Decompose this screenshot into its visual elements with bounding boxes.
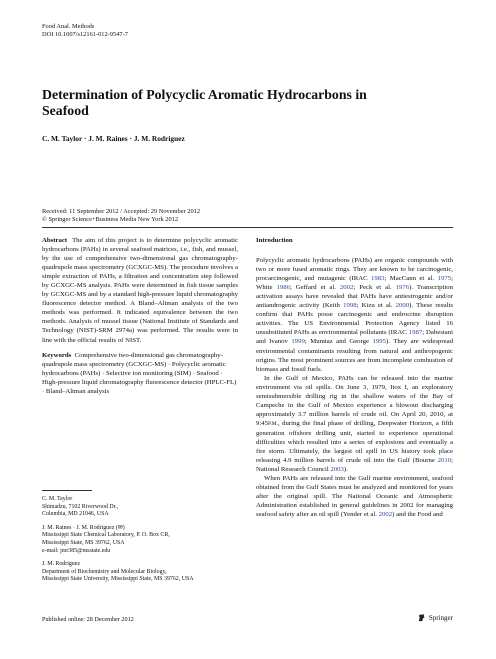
copyright-notice: © Springer Science+Business Media New York 2012 bbox=[42, 216, 179, 223]
text-run: ; Dabestani and Ivanov bbox=[256, 329, 453, 346]
springer-horse-icon bbox=[417, 613, 426, 622]
text-run: When PAHs are released into the Gulf marine environment, seafood obtained from the Gulf States must be analyzed and monitored for years after the original spill. The National Oceanic and Atmospheric Administration established in general guidelines in 2002 for managing seafood safety after an oil spill (Yender et al. bbox=[256, 475, 453, 519]
published-date: Published online: 28 December 2012 bbox=[42, 616, 134, 623]
text-run: ). They are widespread environmental contaminants resulting from natural and anthropogenic origins. The most prominent sources are from incomplete combustion of biomass and fossil fuels. bbox=[256, 338, 453, 373]
author-affiliations bbox=[42, 490, 242, 590]
received-accepted-dates: Received: 11 September 2012 / Accepted: 29 November 2012 bbox=[42, 208, 201, 215]
citation-link[interactable]: 2010 bbox=[437, 457, 452, 465]
right-column bbox=[256, 236, 453, 519]
text-run: In the Gulf of Mexico, PAHs can be released into the marine environment via oil spills. On June 3, 1979, Itox I, an exploratory semisubmersible drilling rig in the shallow waters of the Bay of Campeche in the Gulf of Mexico experience a blowout discharging approximately 3.7 million barrels of crude oil. On April 20, 2010, at 9:45 bbox=[256, 374, 453, 427]
author-list: C. M. Taylor · J. M. Raines · J. M. Rodriguez bbox=[42, 134, 185, 143]
citation-link[interactable]: 2002 bbox=[378, 511, 393, 519]
journal-header bbox=[42, 23, 128, 39]
affiliation-line: J. M. Rodriguez bbox=[42, 561, 80, 568]
text-run: ; Geffard et al. bbox=[289, 284, 340, 292]
citation-link[interactable]: 2003 bbox=[330, 466, 344, 474]
citation-link[interactable]: 1995 bbox=[372, 338, 386, 346]
abstract bbox=[42, 236, 238, 345]
keywords bbox=[42, 351, 238, 396]
affiliation-block bbox=[42, 496, 242, 519]
text-run: ). bbox=[343, 466, 348, 474]
affiliation-line: Department of Biochemistry and Molecular Biology, bbox=[42, 568, 167, 575]
citation-link[interactable]: 2002 bbox=[339, 284, 354, 292]
affiliation-block bbox=[42, 525, 242, 555]
affiliation-line: Columbia, MD 21046, USA bbox=[42, 511, 109, 518]
citation-link[interactable]: 1976 bbox=[395, 284, 410, 292]
citation-link[interactable]: 1987 bbox=[408, 329, 423, 337]
publisher-name: Springer bbox=[428, 613, 453, 622]
text-run: ; Mumtaz and George bbox=[304, 338, 373, 346]
affiliation-line: Mississippi State University, Mississippi State, MS 39762, USA bbox=[42, 576, 194, 583]
text-run: ; Kizu et al. bbox=[356, 302, 396, 310]
keywords-label: Keywords bbox=[42, 351, 72, 359]
citation-link[interactable]: 1983 bbox=[370, 275, 385, 283]
affiliation-line: Shimadzu, 7102 Riverwood Dr., bbox=[42, 503, 119, 510]
text-run: ; White bbox=[256, 275, 453, 292]
text-run: ; MacCann et al. bbox=[384, 275, 438, 283]
text-run: ). Transcription activation assays have revealed that PAHs have antiestrogenic and/or antiandrogenic activity (Keith bbox=[256, 284, 453, 310]
abstract-text: The aim of this project is to determine polycyclic aromatic hydrocarbons (PAHs) in several seafood matrices, i.e., fish, and mussel, by the use of comprehensive two-dimensional gas chromatography-quadrupole mass spectrometry (GCXGC-MS). The procedure involves a simple extraction of PAHs, a filtration and concentration step followed by GCXGC-MS analysis. PAHs were determined in fish tissue samples by GCXGC-MS and by a standard high-pressure liquid chromatography fluorescence detector method. A Bland–Altman analysis of the two methods was performed. It indicated equivalence between the two methods. Analysis of mussel tissue (National Institute of Standards and Technology (NIST)-SRM 2974a) was performed. The results were in line with the official results of NIST. bbox=[42, 237, 238, 344]
citation-link[interactable]: 1999 bbox=[291, 338, 305, 346]
text-run: ; Peck et al. bbox=[353, 284, 396, 292]
header-divider bbox=[42, 227, 453, 228]
citation-link[interactable]: 2000 bbox=[395, 302, 410, 310]
publisher-logo bbox=[417, 613, 453, 622]
intro-paragraph-2 bbox=[256, 374, 453, 475]
affiliation-block bbox=[42, 561, 242, 584]
citation-link[interactable]: 1986 bbox=[276, 284, 290, 292]
affiliation-line: Mississippi State Chemical Laboratory, P. O. Box CR, bbox=[42, 532, 170, 539]
text-run: ). These results confirm that PAHs posse carcinogenic and endrocrine disruption activities. The US Environmental Protection Agency listed 16 unsubstituted PAHs as environmental pollutants (IRAC bbox=[256, 302, 453, 337]
email-link[interactable]: e-mail: jmr385@msstate.edu bbox=[42, 547, 111, 554]
citation-link[interactable]: 1975 bbox=[437, 275, 452, 283]
text-run: ; National Research Council bbox=[256, 457, 453, 474]
journal-doi[interactable]: DOI 10.1007/s12161-012-9547-7 bbox=[42, 31, 128, 38]
article-title: Determination of Polycyclic Aromatic Hydrocarbons in Seafood bbox=[42, 87, 367, 118]
introduction-heading: Introduction bbox=[256, 237, 293, 244]
text-run: Polycyclic aromatic hydrocarbons (PAHs) are organic compounds with two or more fused aromatic rings. They are known to be carcinogenic, procarcinogenic, and mutagenic (IRAC bbox=[256, 257, 453, 283]
citation-link[interactable]: 1998 bbox=[343, 302, 357, 310]
intro-paragraph-3 bbox=[256, 474, 453, 519]
intro-paragraph-1 bbox=[256, 256, 453, 374]
article-dates bbox=[42, 208, 200, 224]
keywords-text: Comprehensive two-dimensional gas chromatography-quadrupole mass spectrometry (GCXGC-MS) · Polycyclic aromatic hydrocarbons (PAHs) · Selective ion monitoring (SIM) · Seafood · High-pressure liquid chromatography fluorescence detector (HPLC-FL) · Bland–Altman analysis bbox=[42, 351, 237, 395]
affiliation-line: J. M. Raines · J. M. Rodriguez (✉) bbox=[42, 524, 125, 531]
affiliation-line: C. M. Taylor bbox=[42, 496, 73, 502]
text-run: , during the final phase of drilling, Deepwater Horizon, a fifth generation offshore drilling unit, started to experience operational difficulties which resulted into a series of explosions and eventually a fire storm. Ultimately, the largest oil spill in US history took place releasing 4.9 million barrels of crude oil into the Gulf (Bourne bbox=[256, 419, 453, 465]
affiliation-line: Mississippi State, MS 39762, USA bbox=[42, 539, 125, 546]
affiliation-divider bbox=[42, 490, 92, 491]
left-column bbox=[42, 236, 238, 396]
text-run: P.M. bbox=[268, 420, 278, 427]
journal-name: Food Anal. Methods bbox=[42, 23, 95, 30]
abstract-label: Abstract bbox=[42, 237, 68, 244]
text-run: ) and the Food and bbox=[392, 511, 443, 519]
